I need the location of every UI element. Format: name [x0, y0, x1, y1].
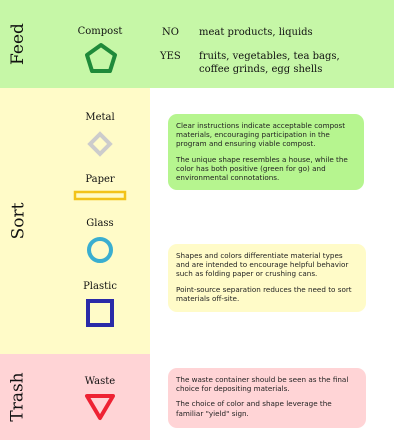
feed-band — [0, 0, 394, 88]
sort-callout-p2: Point-source separation reduces the need to sort materials off-site. — [176, 284, 352, 303]
compost-callout-p1: Clear instructions indicate acceptable compost materials, encouraging participation in the program and ensuring viable compost. — [176, 121, 346, 149]
diamond-icon — [84, 128, 116, 160]
compost-callout — [168, 114, 364, 190]
trash-callout-p2: The choice of color and shape leverage the familiar "yield" sign. — [176, 399, 332, 418]
no-items-text: meat products, liquids — [199, 27, 313, 38]
yes-items-line2: coffee grinds, egg shells — [199, 64, 323, 75]
trash-callout — [168, 368, 366, 428]
paper-label: Paper — [85, 174, 115, 185]
sort-callout — [168, 244, 366, 312]
yes-label: YES — [160, 51, 181, 62]
compost-callout-p2: The unique shape resembles a house, while the color has both positive (green for go) and environmental connotations. — [176, 154, 348, 183]
metal-label: Metal — [85, 112, 115, 123]
trash-section-label: Trash — [8, 372, 28, 422]
circle-icon — [84, 234, 116, 266]
sort-section-label: Sort — [8, 202, 28, 240]
waste-label: Waste — [84, 376, 116, 387]
bar-icon — [73, 190, 127, 202]
glass-label: Glass — [86, 218, 114, 229]
no-label: NO — [162, 27, 179, 38]
compost-label: Compost — [77, 26, 123, 37]
square-icon — [84, 297, 116, 329]
plastic-label: Plastic — [83, 281, 117, 292]
trash-callout-p1: The waste container should be seen as the final choice for depositing materials. — [176, 375, 349, 394]
yes-items-line1: fruits, vegetables, tea bags, — [199, 51, 340, 62]
pentagon-icon — [84, 42, 118, 74]
feed-section-label: Feed — [8, 23, 28, 65]
sort-callout-p1: Shapes and colors differentiate material types and are intended to encourage helpful behavior such as folding paper or crushing cans. — [176, 251, 349, 279]
triangle-icon — [83, 392, 117, 422]
